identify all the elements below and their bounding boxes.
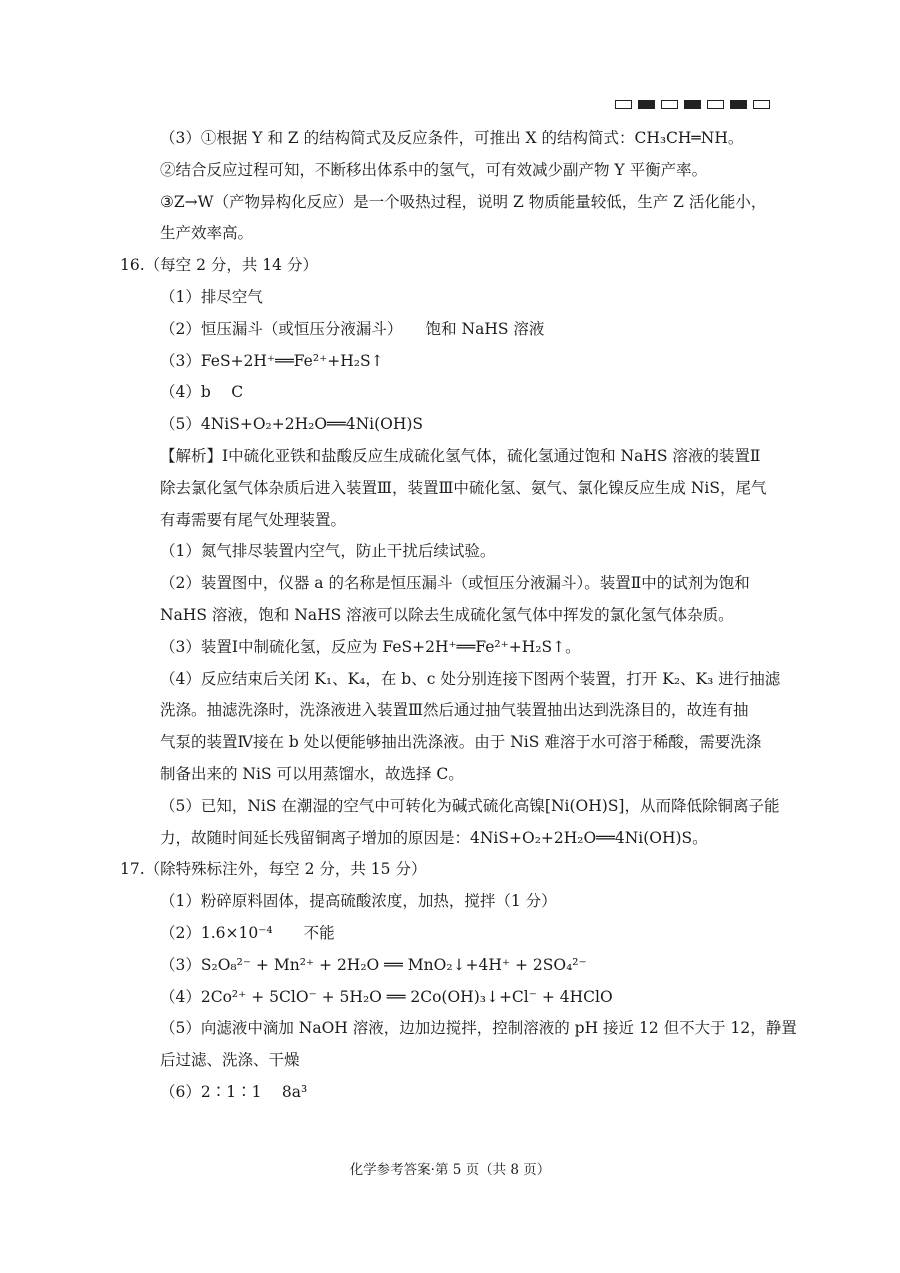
q16-answer-4: （4）b C — [160, 383, 244, 402]
page-marker — [615, 100, 770, 109]
q17-answer-4: （4）2Co²⁺ + 5ClO⁻ + 5H₂O ══ 2Co(OH)₃↓+Cl⁻ + 4HClO — [160, 987, 613, 1006]
marker-box-filled — [638, 100, 655, 109]
q16-analysis-5-line1: （5）已知，NiS 在潮湿的空气中可转化为碱式硫化高镍[Ni(OH)S]，从而降低除铜离子能 — [160, 796, 780, 815]
page-footer: 化学参考答案·第 5 页（共 8 页） — [349, 1162, 551, 1178]
q17-answer-6: （6）2∶1∶1 8a³ — [160, 1082, 308, 1101]
marker-box-empty — [753, 100, 770, 109]
q15-3-line2: ②结合反应过程可知，不断移出体系中的氢气，可有效减少副产物 Y 平衡产率。 — [160, 160, 708, 179]
q16-analysis-3: （3）装置Ⅰ中制硫化氢，反应为 FeS+2H⁺══Fe²⁺+H₂S↑。 — [160, 637, 581, 656]
answer-body — [120, 128, 797, 1114]
q15-3-line4: 生产效率高。 — [160, 224, 254, 243]
q16-answer-1: （1）排尽空气 — [160, 287, 263, 306]
marker-box-filled — [730, 100, 747, 109]
marker-box-empty — [707, 100, 724, 109]
q17-answer-3: （3）S₂O₈²⁻ + Mn²⁺ + 2H₂O ══ MnO₂↓+4H⁺ + 2SO₄²⁻ — [160, 955, 587, 974]
q16-analysis-4-line1: （4）反应结束后关闭 K₁、K₄，在 b、c 处分别连接下图两个装置，打开 K₂、K₃ 进行抽滤 — [160, 669, 781, 688]
q16-analysis-4-line3: 气泵的装置Ⅳ接在 b 处以便能够抽出洗涤液。由于 NiS 难溶于水可溶于稀酸，需要洗涤 — [160, 733, 762, 752]
marker-box-filled — [684, 100, 701, 109]
q16-analysis-5-line2: 力，故随时间延长残留铜离子增加的原因是：4NiS+O₂+2H₂O══4Ni(OH)S。 — [160, 828, 708, 847]
q16-answer-5: （5）4NiS+O₂+2H₂O══4Ni(OH)S — [160, 415, 424, 434]
q16-heading: 16.（每空 2 分，共 14 分） — [120, 256, 318, 275]
q17-answer-1: （1）粉碎原料固体，提高硫酸浓度，加热，搅拌（1 分） — [160, 892, 557, 911]
q16-answer-2: （2）恒压漏斗（或恒压分液漏斗） 饱和 NaHS 溶液 — [160, 319, 545, 338]
q16-analysis-2-line1: （2）装置图中，仪器 a 的名称是恒压漏斗（或恒压分液漏斗）。装置Ⅱ中的试剂为饱和 — [160, 574, 750, 593]
q15-3-line3: ③Z→W（产物异构化反应）是一个吸热过程，说明 Z 物质能量较低，生产 Z 活化能小， — [160, 192, 767, 211]
marker-box-empty — [615, 100, 632, 109]
q17-answer-5-line1: （5）向滤液中滴加 NaOH 溶液，边加边搅拌，控制溶液的 pH 接近 12 但不大于 12，静置 — [160, 1019, 797, 1038]
q16-analysis-1: （1）氮气排尽装置内空气，防止干扰后续试验。 — [160, 542, 496, 561]
q16-analysis-line2: 除去氯化氢气体杂质后进入装置Ⅲ，装置Ⅲ中硫化氢、氨气、氯化镍反应生成 NiS，尾气 — [160, 478, 767, 497]
q15-3-line1: （3）①根据 Y 和 Z 的结构简式及反应条件，可推出 X 的结构简式：CH₃CH═NH。 — [160, 129, 744, 147]
q16-analysis-4-line2: 洗涤。抽滤洗涤时，洗涤液进入装置Ⅲ然后通过抽气装置抽出达到洗涤目的，故连有抽 — [160, 701, 749, 720]
q16-answer-3: （3）FeS+2H⁺══Fe²⁺+H₂S↑ — [160, 351, 384, 370]
q17-answer-2: （2）1.6×10⁻⁴ 不能 — [160, 923, 335, 942]
q17-answer-5-line2: 后过滤、洗涤、干燥 — [160, 1051, 300, 1070]
q17-heading: 17.（除特殊标注外，每空 2 分，共 15 分） — [120, 860, 427, 879]
q16-analysis-4-line4: 制备出来的 NiS 可以用蒸馏水，故选择 C。 — [160, 764, 464, 783]
q16-analysis-line3: 有毒需要有尾气处理装置。 — [160, 510, 347, 529]
marker-box-empty — [661, 100, 678, 109]
q16-analysis-line1: 【解析】Ⅰ中硫化亚铁和盐酸反应生成硫化氢气体，硫化氢通过饱和 NaHS 溶液的装置Ⅱ — [160, 446, 761, 465]
q16-analysis-2-line2: NaHS 溶液，饱和 NaHS 溶液可以除去生成硫化氢气体中挥发的氯化氢气体杂质。 — [160, 605, 734, 624]
